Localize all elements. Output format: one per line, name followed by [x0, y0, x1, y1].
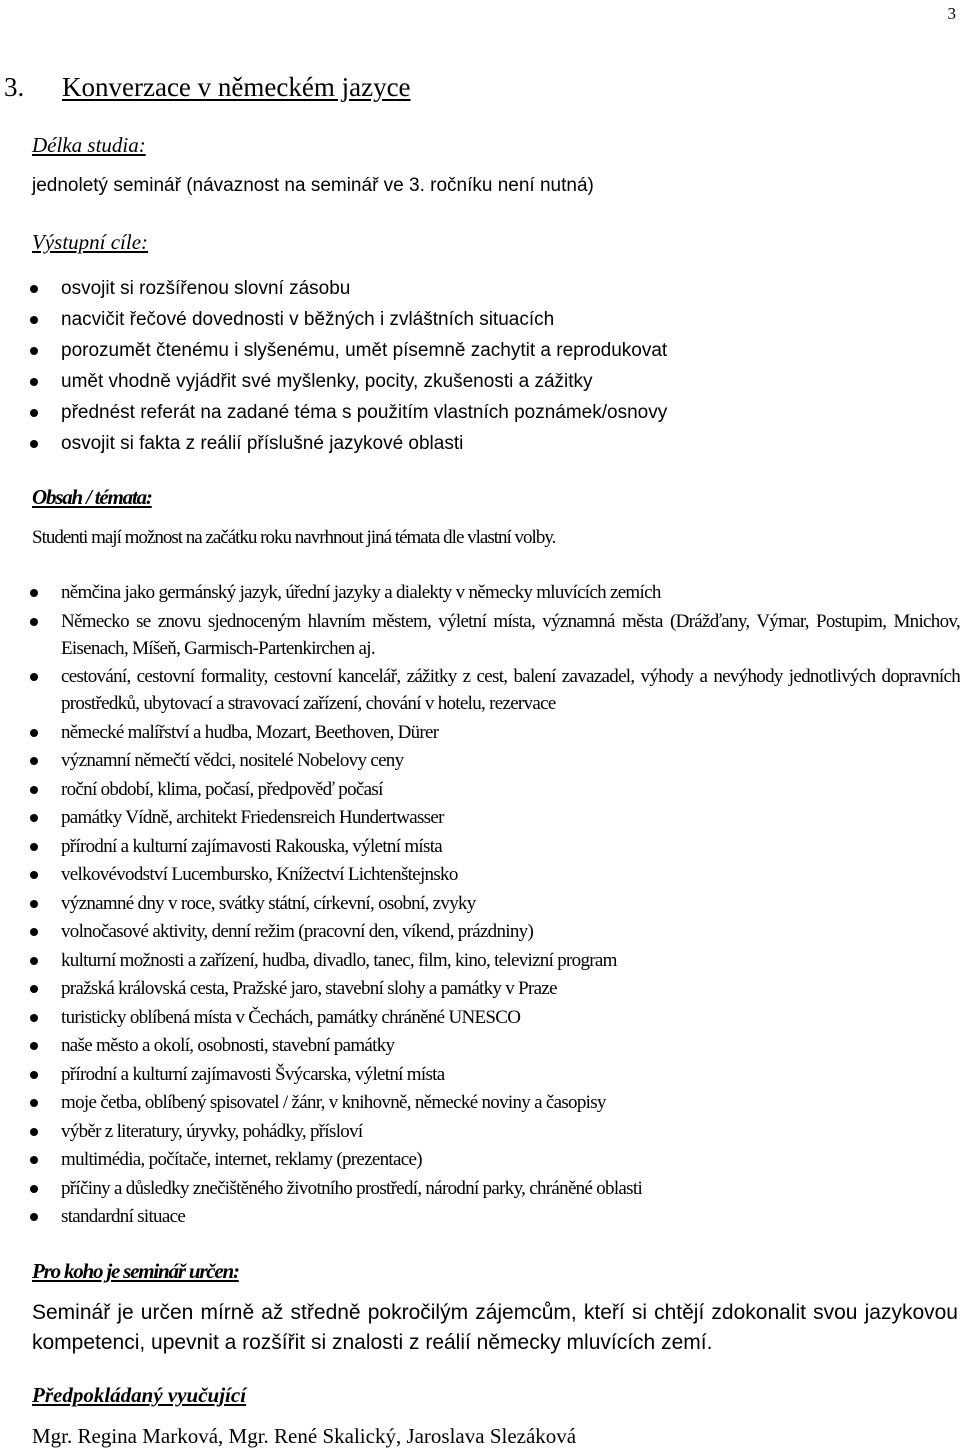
topic-item: roční období, klima, počasí, předpověď počasí [28, 776, 960, 803]
topic-item: moje četba, oblíbený spisovatel / žánr, v knihovně, německé noviny a časopisy [28, 1089, 960, 1116]
topic-item: příčiny a důsledky znečištěného životního prostředí, národní parky, chráněné oblasti [28, 1175, 960, 1202]
duration-text: jednoletý seminář (návaznost na seminář ve 3. ročníku není nutná) [32, 175, 594, 196]
topic-item: památky Vídně, architekt Friedensreich Hundertwasser [28, 804, 960, 831]
goal-item: umět vhodně vyjádřit své myšlenky, pocity, zkušenosti a zážitky [28, 366, 960, 397]
topic-item: cestování, cestovní formality, cestovní kancelář, zážitky z cest, balení zavazadel, výhody a nevýhody jednotlivých dopravních prostředků, ubytovací a stravovací zařízení, chování v hotelu, rezervace [28, 663, 960, 717]
goal-item: nacvičit řečové dovednosti v běžných i zvláštních situacích [28, 304, 960, 335]
topic-item: významní němečtí vědci, nositelé Nobelovy ceny [28, 747, 960, 774]
audience-text: Seminář je určen mírně až středně pokročilým zájemcům, kteří si chtějí zdokonalit svou jazykovou kompetenci, upevnit a rozšířit si znalosti z reálií německy mluvících zemí. [32, 1301, 958, 1354]
topic-item: Německo se znovu sjednoceným hlavním městem, výletní místa, významná města (Drážďany, Výmar, Postupim, Mnichov, Eisenach, Míšeň, Garmisch-Partenkirchen aj. [28, 608, 960, 662]
content-intro: Studenti mají možnost na začátku roku navrhnout jiná témata dle vlastní volby. [32, 527, 556, 548]
teachers-text: Mgr. Regina Marková, Mgr. René Skalický, Jaroslava Slezáková [32, 1424, 577, 1448]
topic-item: přírodní a kulturní zajímavosti Rakouska, výletní místa [28, 833, 960, 860]
goal-item: osvojit si fakta z reálií příslušné jazykové oblasti [28, 428, 960, 459]
topic-item: turisticky oblíbená místa v Čechách, památky chráněné UNESCO [28, 1004, 960, 1031]
topic-item: pražská královská cesta, Pražské jaro, stavební slohy a památky v Praze [28, 975, 960, 1002]
topic-item: multimédia, počítače, internet, reklamy (prezentace) [28, 1146, 960, 1173]
topic-item: kulturní možnosti a zařízení, hudba, divadlo, tanec, film, kino, televizní program [28, 947, 960, 974]
teachers-label: Předpokládaný vyučující [32, 1383, 247, 1407]
topics-list [28, 579, 960, 1232]
topic-item: významné dny v roce, svátky státní, církevní, osobní, zvyky [28, 890, 960, 917]
content-label: Obsah / témata: [32, 485, 152, 509]
section-title: Konverzace v německém jazyce [62, 72, 411, 102]
topic-item: přírodní a kulturní zajímavosti Švýcarska, výletní místa [28, 1061, 960, 1088]
topic-item: standardní situace [28, 1203, 960, 1230]
page-title [4, 72, 411, 103]
topic-item: němčina jako germánský jazyk, úřední jazyky a dialekty v německy mluvících zemích [28, 579, 960, 606]
topic-item: volnočasové aktivity, denní režim (pracovní den, víkend, prázdniny) [28, 918, 960, 945]
audience-label: Pro koho je seminář určen: [32, 1259, 239, 1283]
duration-label: Délka studia: [32, 133, 146, 157]
topic-item: velkovévodství Lucembursko, Knížectví Lichtenštejnsko [28, 861, 960, 888]
topic-item: naše město a okolí, osobnosti, stavební památky [28, 1032, 960, 1059]
goals-label: Výstupní cíle: [32, 230, 149, 254]
goal-item: porozumět čtenému i slyšenému, umět písemně zachytit a reprodukovat [28, 335, 960, 366]
topic-item: výběr z literatury, úryvky, pohádky, přísloví [28, 1118, 960, 1145]
goal-item: přednést referát na zadané téma s použitím vlastních poznámek/osnovy [28, 397, 960, 428]
goal-item: osvojit si rozšířenou slovní zásobu [28, 273, 960, 304]
goals-list [28, 273, 960, 459]
page-number: 3 [947, 4, 956, 23]
section-number: 3. [4, 72, 25, 102]
topic-item: německé malířství a hudba, Mozart, Beethoven, Dürer [28, 719, 960, 746]
